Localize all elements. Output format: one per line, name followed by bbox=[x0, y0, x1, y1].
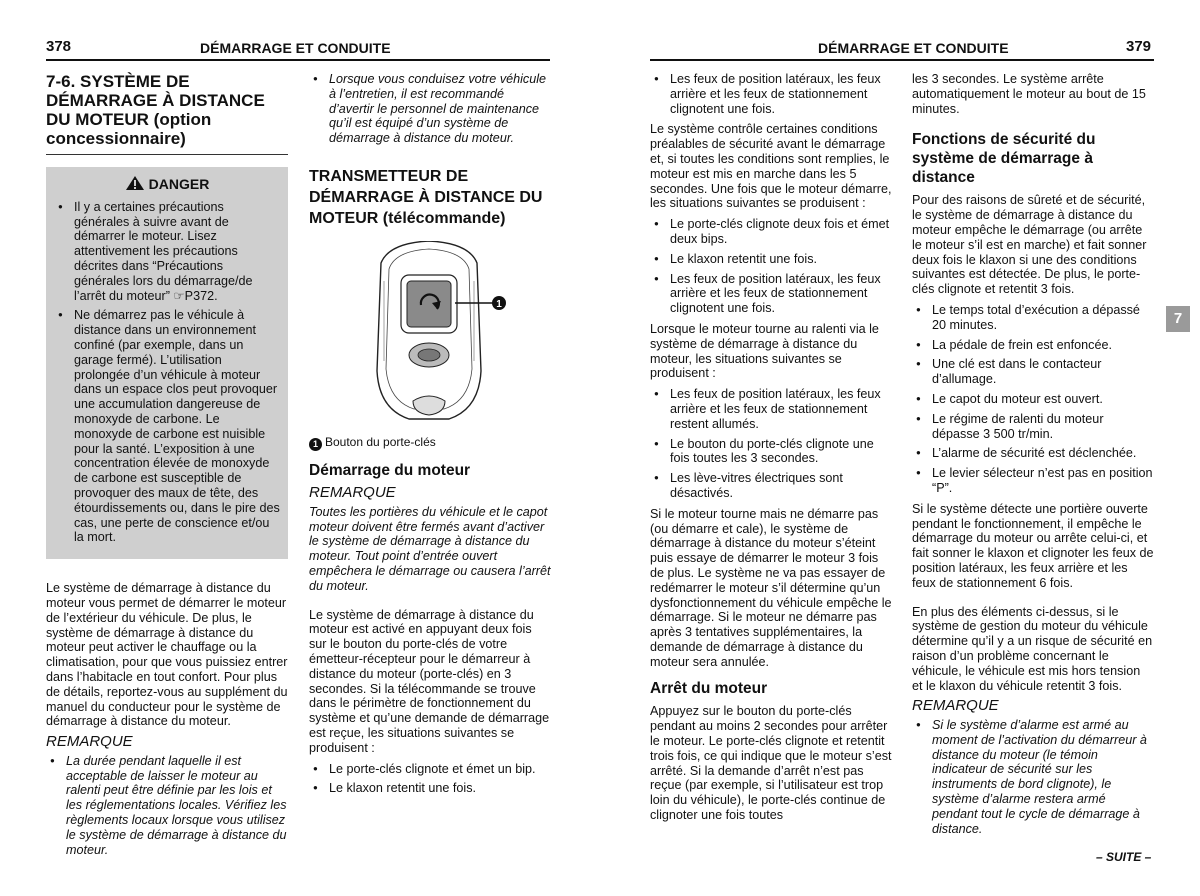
danger-item: ● Il y a certaines précautions générales à suivre avant de démarrer le moteur. Lisez attentivement les précautions décrites dans “Précautions générales lors du démarrage/de l’arrêt du moteur” ☞P372. bbox=[54, 200, 280, 304]
right-column-2 bbox=[912, 72, 1154, 842]
start-list bbox=[309, 762, 551, 797]
idle-effects-list bbox=[650, 387, 892, 501]
list-item: ● Les feux de position latéraux, les feux arrière et les feux de stationnement restent allumés. bbox=[650, 387, 892, 431]
list-item: ● La pédale de frein est enfoncée. bbox=[912, 338, 1154, 353]
left-column-1 bbox=[46, 72, 288, 863]
section-title-left: DÉMARRAGE ET CONDUITE bbox=[200, 40, 391, 56]
continued-label: – SUITE – bbox=[1096, 850, 1152, 864]
page-number-right: 379 bbox=[1126, 38, 1152, 55]
remarque-item: ● Si le système d’alarme est armé au moment de l’activation du démarreur à distance du moteur (le témoin indicateur de sécurité sur les instruments de bord clignote), le système d’alarme restera armé pendant tout le cycle de démarrage à distance. bbox=[912, 718, 1154, 836]
figure-caption bbox=[309, 435, 551, 451]
danger-box bbox=[46, 167, 288, 559]
danger-list bbox=[54, 200, 280, 545]
start-remarque-text: Toutes les portières du véhicule et le capot moteur doivent être fermés avant d’activer le système de démarrage à distance du moteur. Tout point d’entrée ouvert empêchera le démarrage ou causera l’arrêt du moteur. bbox=[309, 504, 551, 593]
remarque-heading: REMARQUE bbox=[46, 733, 133, 751]
header-rule-left bbox=[46, 59, 550, 61]
security-list bbox=[912, 303, 1154, 496]
list-item: ● Le porte-clés clignote deux fois et émet deux bips. bbox=[650, 217, 892, 247]
conditions-paragraph: Le système contrôle certaines conditions préalables de sécurité avant le démarrage et, si toutes les conditions sont remplies, le moteur est mis en marche dans les 5 secondes. Une fois que le moteur démarre, les situations suivantes se produisent : bbox=[650, 122, 892, 211]
right-remarque-heading: REMARQUE bbox=[912, 697, 999, 715]
remarque-list-continued bbox=[309, 72, 551, 146]
section-title-right: DÉMARRAGE ET CONDUITE bbox=[818, 40, 1009, 56]
right-column-1 bbox=[650, 72, 892, 829]
caption-text: Bouton du porte-clés bbox=[325, 434, 436, 449]
engine-management-paragraph: En plus des éléments ci-dessus, si le système de gestion du moteur du véhicule détermine qu’il y a un risque de sécurité en raison d’un problème concernant le véhicule, le véhicule est mis hors tension et le klaxon du véhicule retentit 3 fois. bbox=[912, 604, 1153, 693]
remarque-item: ● Lorsque vous conduisez votre véhicule à l’entretien, il est recommandé d’avertir le personnel de maintenance qu’il est équipé d’un système de démarrage à distance du moteur. bbox=[309, 72, 551, 146]
stop-heading: Arrêt du moteur bbox=[650, 680, 768, 698]
danger-item: ● Ne démarrez pas le véhicule à distance dans un environnement confiné (par exemple, dans un garage fermé). L’utilisation prolongée d’un véhicule à moteur dans un espace clos peut provoquer une accumulation dangereuse de monoxyde de carbone. Le monoxyde de carbone est nuisible pour la santé. L’exposition à une concentration élevée de monoxyde de carbone est susceptible de provoquer des maux de tête, des étourdissements ou, dans le pire des cas, une perte de conscience et/ou la mort. bbox=[54, 308, 280, 545]
left-column-2 bbox=[309, 72, 551, 802]
key-fob-figure bbox=[309, 241, 551, 431]
idle-paragraph: Lorsque le moteur tourne au ralenti via le système de démarrage à distance du moteur, les situations suivantes se produisent : bbox=[650, 321, 879, 381]
security-heading: Fonctions de sécurité du système de démarrage à distance bbox=[912, 131, 1096, 187]
right-remarque-list bbox=[912, 718, 1154, 836]
retry-paragraph: Si le moteur tourne mais ne démarre pas (ou démarre et cale), le système de démarrage à distance du moteur s’éteint puis essaye de démarrer le moteur 3 fois de plus. Le système ne va pas essayer de redémarrer le moteur s’il détermine qu’un dysfonctionnement du véhicule empêche le démarrage. Si le moteur ne démarre pas après 3 tentatives supplémentaires, la demande de démarrage à distance du moteur sera annulée. bbox=[650, 506, 892, 669]
start-paragraph: Le système de démarrage à distance du moteur est activé en appuyant deux fois sur le bouton du porte-clés de votre émetteur-récepteur pour le démarreur à distance du moteur (porte-clés) en 3 secondes. Si la télécommande se trouve dans le périmètre de fonctionnement du système et qu’une demande de démarrage est reçue, les situations suivantes se produisent : bbox=[309, 607, 550, 755]
list-continued bbox=[650, 72, 892, 116]
start-heading: Démarrage du moteur bbox=[309, 461, 471, 479]
start-effects-list bbox=[650, 217, 892, 316]
list-item: ● Le régime de ralenti du moteur dépasse 3 500 tr/min. bbox=[912, 412, 1154, 442]
start-remarque-heading: REMARQUE bbox=[309, 483, 396, 501]
callout-number: 1 bbox=[496, 298, 502, 310]
page-number-left: 378 bbox=[46, 38, 72, 55]
list-item: ● Une clé est dans le contacteur d’allumage. bbox=[912, 357, 1154, 387]
intro-paragraph: Le système de démarrage à distance du moteur vous permet de démarrer le moteur de l’extérieur du véhicule. De plus, le système de démarrage à distance du moteur peut activer le chauffage ou la climatisation, pour que vous puissiez entrer dans l’habitacle en tout confort. Pour plus de détails, reportez-vous au supplément du manuel du conducteur pour le système de démarrage à distance du moteur. bbox=[46, 581, 288, 729]
transmitter-title: TRANSMETTEUR DE DÉMARRAGE À DISTANCE DU MOTEUR (télécommande) bbox=[309, 167, 543, 227]
warning-icon bbox=[125, 175, 145, 191]
danger-header bbox=[54, 175, 280, 192]
list-item: ● Le temps total d’exécution a dépassé 20 minutes. bbox=[912, 303, 1154, 333]
chapter-tab: 7 bbox=[1166, 306, 1190, 332]
remarque-list bbox=[46, 754, 288, 858]
list-item: ● Le porte-clés clignote et émet un bip. bbox=[309, 762, 551, 777]
stop-paragraph: Appuyez sur le bouton du porte-clés pendant au moins 2 secondes pour arrêter le moteur. Le porte-clés clignote et retentit trois fois, ce qui indique que le moteur s’est arrêté. Si la demande d’arrêt n’est pas reçue (par exemple, si l’utilisateur est trop loin du véhicule), le porte-clés continue de clignoter une fois toutes bbox=[650, 704, 892, 823]
door-paragraph: Si le système détecte une portière ouverte pendant le fonctionnement, il empêche le démarrage du moteur ou arrête celui-ci, et fait sonner le klaxon et clignoter les feux de position latéraux, les feux arrière et les feux de stationnement 6 fois. bbox=[912, 501, 1154, 590]
list-item: ● Le capot du moteur est ouvert. bbox=[912, 392, 1154, 407]
remarque-item: ● La durée pendant laquelle il est acceptable de laisser le moteur au ralenti peut être définie par les lois et les réglementations locales. Vérifiez les règlements locaux lorsque vous utilisez le système de démarrage à distance du moteur. bbox=[46, 754, 288, 858]
list-item: ● L’alarme de sécurité est déclenchée. bbox=[912, 446, 1154, 461]
key-fob-illustration bbox=[309, 241, 551, 431]
list-item: ● Les feux de position latéraux, les feux arrière et les feux de stationnement clignotent une fois. bbox=[650, 72, 892, 116]
header-rule-right bbox=[650, 59, 1154, 61]
security-paragraph: Pour des raisons de sûreté et de sécurité, le système de démarrage à distance du moteur empêche le démarrage (ou arrête le moteur s’il est en marche) et fait sonner deux fois le klaxon si une des conditions suivantes est détectée. De plus, le porte-clés clignote et retentit 3 fois. bbox=[912, 193, 1147, 297]
danger-label: DANGER bbox=[148, 176, 210, 192]
list-item: ● Le klaxon retentit une fois. bbox=[309, 781, 551, 796]
timeout-paragraph: les 3 secondes. Le système arrête automatiquement le moteur au bout de 15 minutes. bbox=[912, 72, 1146, 116]
list-item: ● Les lève-vitres électriques sont désactivés. bbox=[650, 471, 892, 501]
chapter-title: 7-6. SYSTÈME DE DÉMARRAGE À DISTANCE DU MOTEUR (option concessionnaire) bbox=[46, 72, 288, 155]
list-item: ● Le levier sélecteur n’est pas en position “P”. bbox=[912, 466, 1154, 496]
list-item: ● Les feux de position latéraux, les feux arrière et les feux de stationnement clignotent une fois. bbox=[650, 272, 892, 316]
list-item: ● Le klaxon retentit une fois. bbox=[650, 252, 892, 267]
caption-number: 1 bbox=[309, 438, 322, 451]
list-item: ● Le bouton du porte-clés clignote une fois toutes les 3 secondes. bbox=[650, 437, 892, 467]
